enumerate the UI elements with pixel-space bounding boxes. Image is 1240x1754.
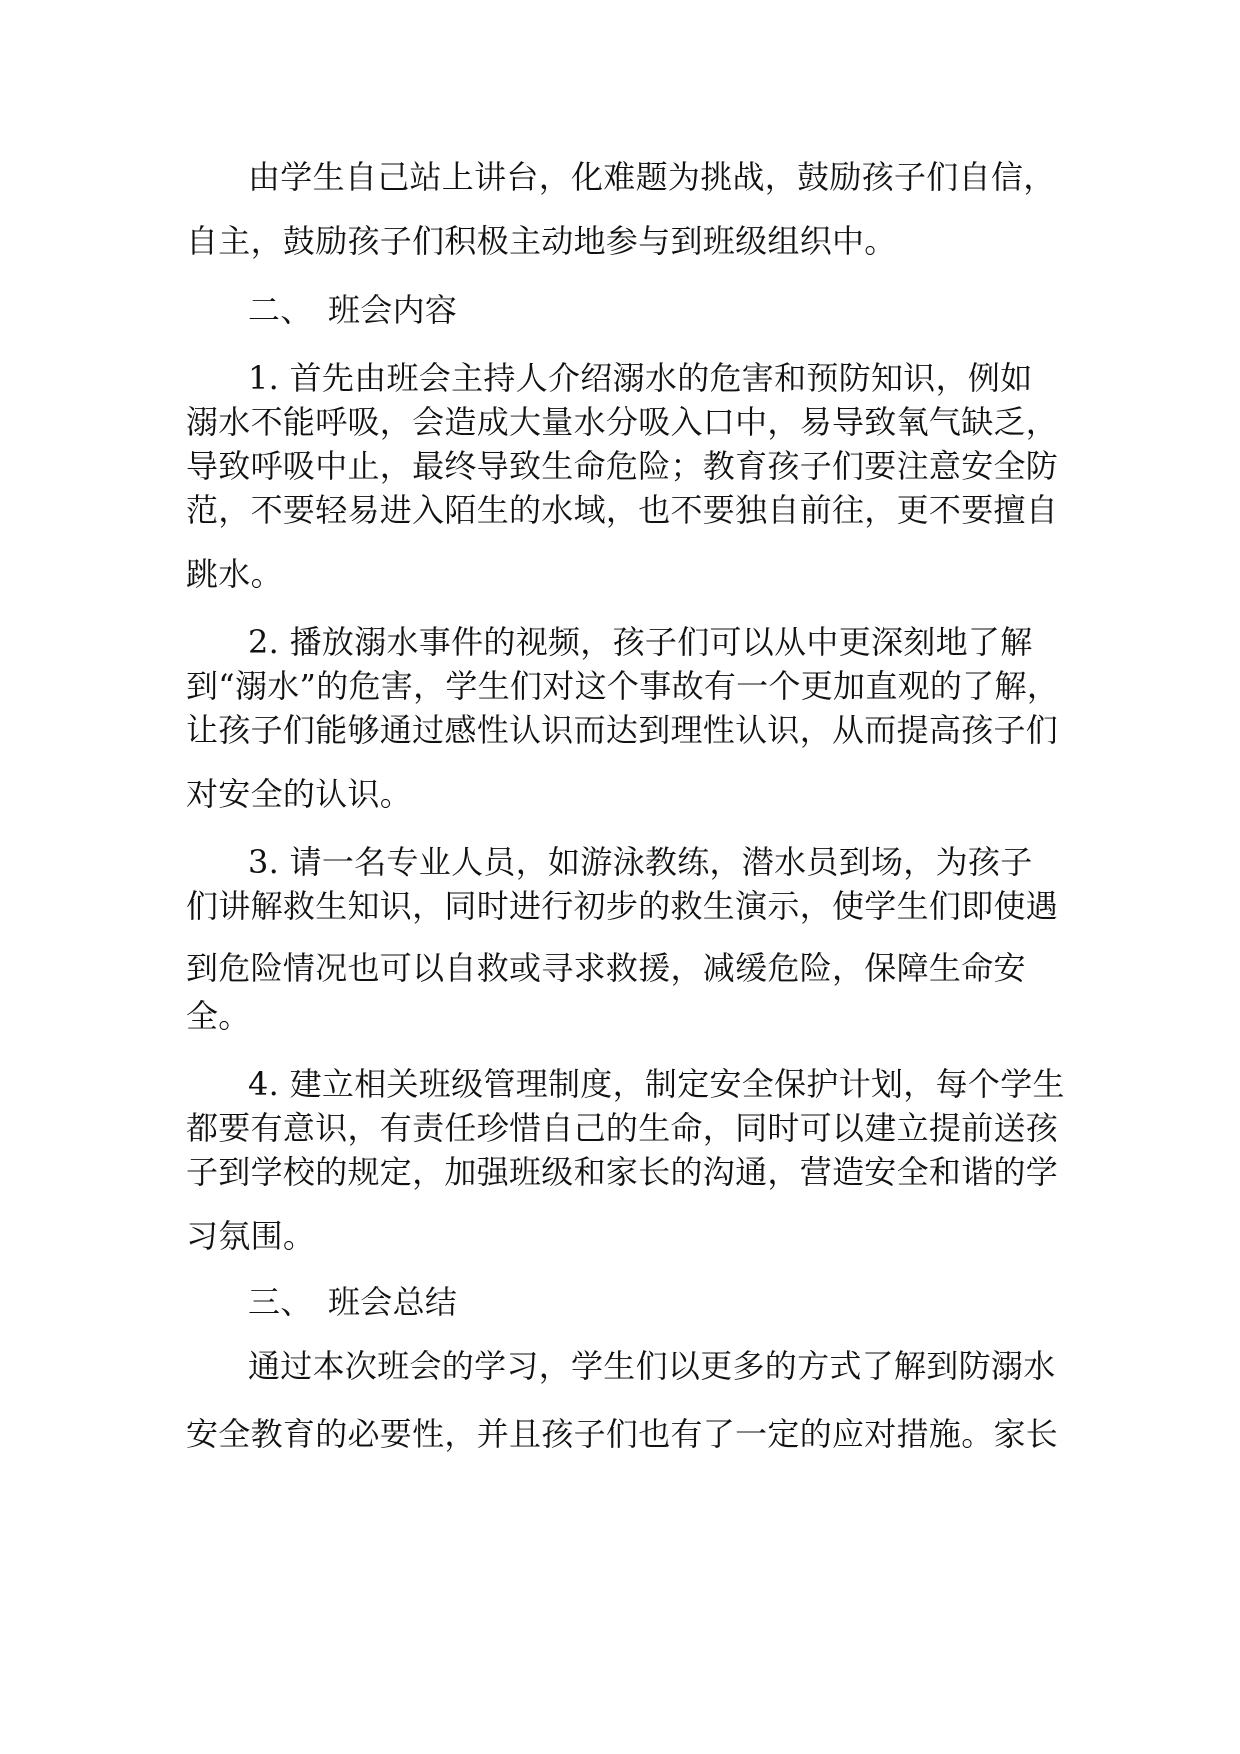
section-heading-2 bbox=[248, 290, 457, 330]
intro-line-2: 自主，鼓励孩子们积极主动地参与到班级组织中。 bbox=[186, 222, 897, 260]
item1-line-3: 导致呼吸中止，最终导致生命危险；教育孩子们要注意安全防 bbox=[186, 447, 1059, 485]
section-number: 二、 bbox=[248, 291, 313, 329]
summary-line-2: 安全教育的必要性，并且孩子们也有了一定的应对措施。家长 bbox=[186, 1415, 1059, 1453]
item1-line-2: 溺水不能呼吸，会造成大量水分吸入口中，易导致氧气缺乏， bbox=[186, 403, 1059, 441]
section-title: 班会总结 bbox=[328, 1283, 458, 1321]
intro-line-1: 由学生自己站上讲台，化难题为挑战，鼓励孩子们自信， bbox=[248, 158, 1056, 196]
item1-line-5: 跳水。 bbox=[186, 555, 283, 593]
item3-line-1: 3. 请一名专业人员，如游泳教练，潜水员到场，为孩子 bbox=[248, 843, 1033, 881]
section-heading-3 bbox=[248, 1282, 457, 1322]
summary-line-1: 通过本次班会的学习，学生们以更多的方式了解到防溺水 bbox=[248, 1347, 1056, 1385]
item4-line-4: 习氛围。 bbox=[186, 1217, 316, 1255]
item4-line-1: 4. 建立相关班级管理制度，制定安全保护计划，每个学生 bbox=[248, 1065, 1065, 1103]
item3-line-3: 到危险情况也可以自救或寻求救援，减缓危险，保障生命安 bbox=[186, 949, 1026, 987]
item3-line-4: 全。 bbox=[186, 997, 251, 1035]
item4-line-3: 子到学校的规定，加强班级和家长的沟通，营造安全和谐的学 bbox=[186, 1153, 1059, 1191]
item3-line-2: 们讲解救生知识，同时进行初步的救生演示，使学生们即使遇 bbox=[186, 887, 1059, 925]
item2-line-2: 到“溺水”的危害，学生们对这个事故有一个更加直观的了解， bbox=[186, 667, 1060, 705]
item1-line-4: 范，不要轻易进入陌生的水域，也不要独自前往，更不要擅自 bbox=[186, 491, 1059, 529]
section-title: 班会内容 bbox=[328, 291, 458, 329]
item1-line-1: 1. 首先由班会主持人介绍溺水的危害和预防知识，例如 bbox=[248, 359, 1033, 397]
item2-line-4: 对安全的认识。 bbox=[186, 775, 413, 813]
section-number: 三、 bbox=[248, 1283, 313, 1321]
item4-line-2: 都要有意识，有责任珍惜自己的生命，同时可以建立提前送孩 bbox=[186, 1109, 1059, 1147]
item2-line-1: 2. 播放溺水事件的视频，孩子们可以从中更深刻地了解 bbox=[248, 623, 1033, 661]
item2-line-3: 让孩子们能够通过感性认识而达到理性认识，从而提高孩子们 bbox=[186, 711, 1059, 749]
